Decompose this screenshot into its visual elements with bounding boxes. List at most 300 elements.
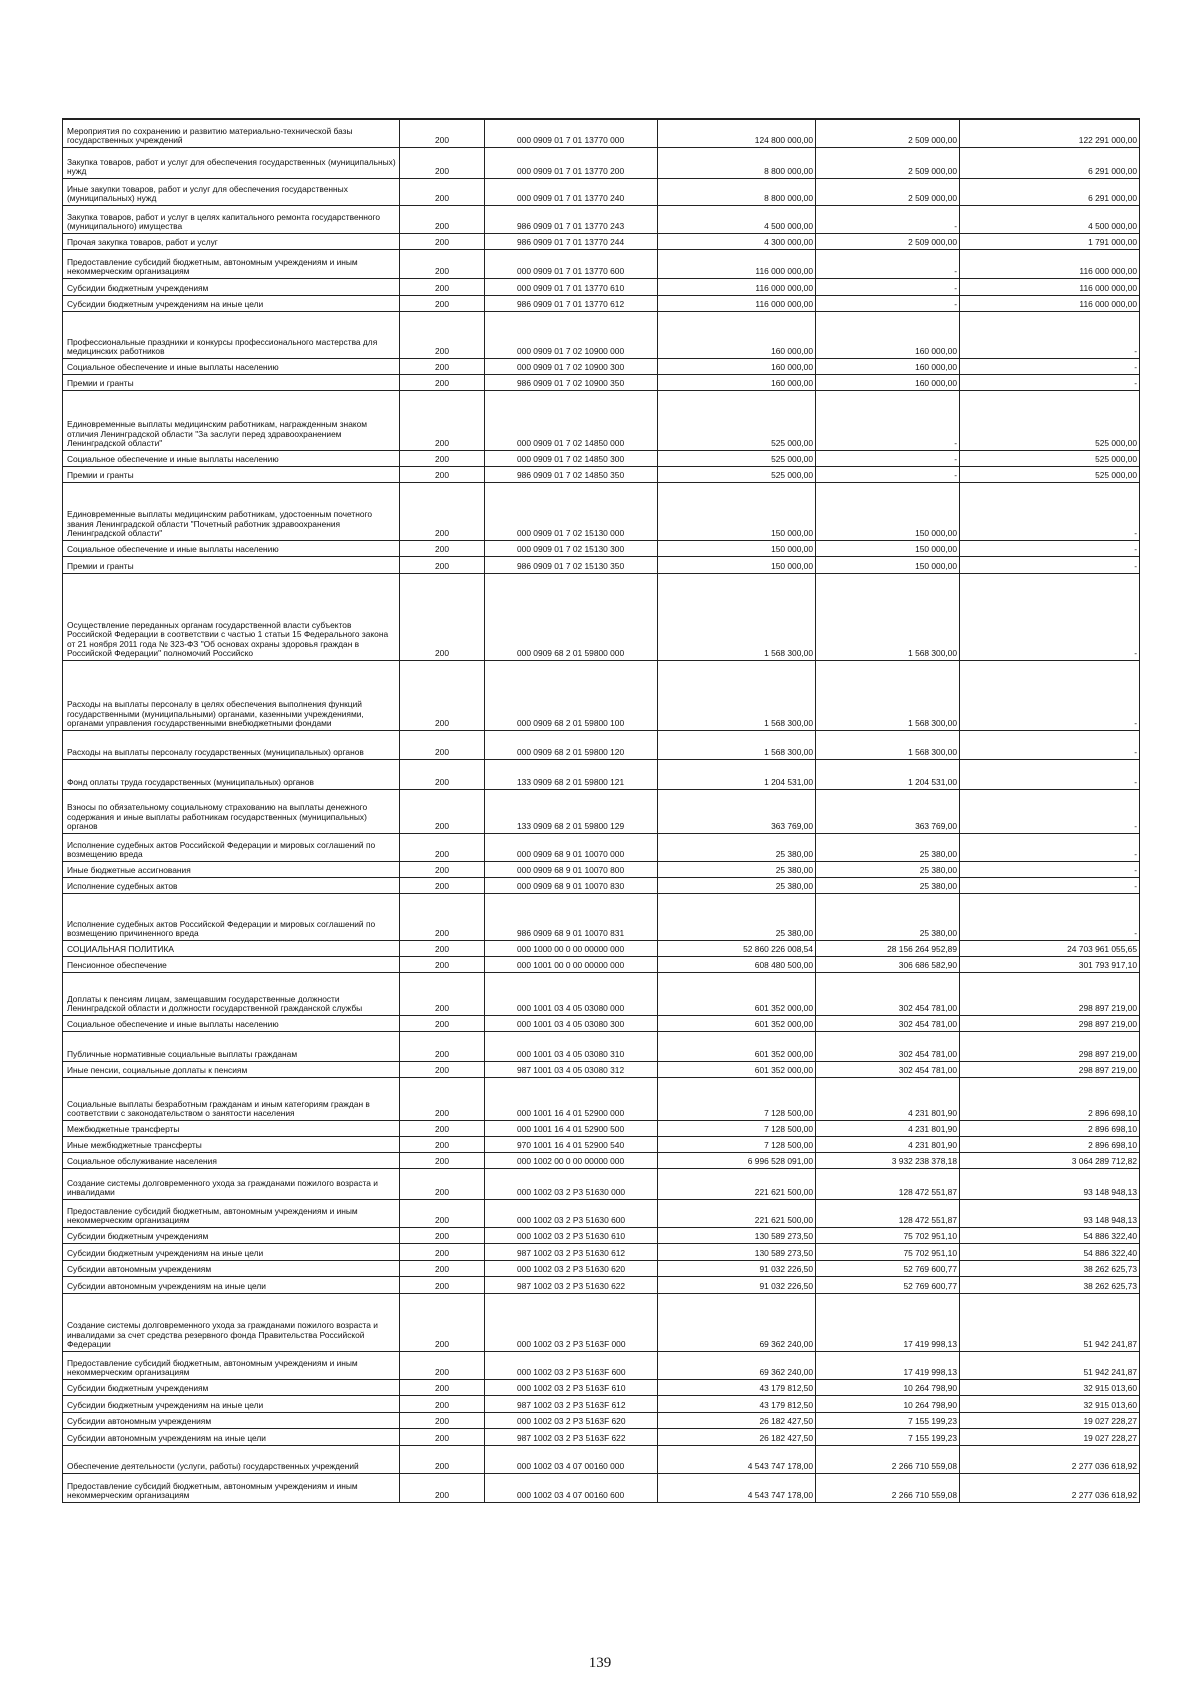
- cell-unexecuted-amount: 93 148 948,13: [960, 1199, 1140, 1227]
- cell-approved-amount: 1 568 300,00: [658, 730, 816, 759]
- cell-classification-code: 000 1002 03 4 07 00160 000: [485, 1445, 658, 1473]
- cell-line-code: 200: [400, 1293, 485, 1351]
- cell-approved-amount: 4 300 000,00: [658, 233, 816, 249]
- cell-approved-amount: 4 500 000,00: [658, 205, 816, 233]
- cell-unexecuted-amount: 298 897 219,00: [960, 1031, 1140, 1061]
- cell-executed-amount: 128 472 551,87: [816, 1199, 960, 1227]
- table-row: [63, 311, 1140, 358]
- cell-name: Социальное обслуживание населения: [63, 1152, 400, 1168]
- cell-unexecuted-amount: -: [960, 311, 1140, 358]
- cell-name: Единовременные выплаты медицинским работникам, награжденным знаком отличия Ленинградской области "За заслуги перед здравоохранением Ленинградской области": [63, 390, 400, 450]
- cell-line-code: 200: [400, 358, 485, 374]
- cell-line-code: 200: [400, 295, 485, 311]
- cell-name: Премии и гранты: [63, 466, 400, 482]
- cell-unexecuted-amount: 51 942 241,87: [960, 1351, 1140, 1379]
- cell-classification-code: 986 0909 68 9 01 10070 831: [485, 893, 658, 940]
- cell-line-code: 200: [400, 573, 485, 660]
- table-row: [63, 1445, 1140, 1473]
- table-row: [63, 1136, 1140, 1152]
- cell-line-code: 200: [400, 540, 485, 556]
- cell-approved-amount: 7 128 500,00: [658, 1136, 816, 1152]
- cell-name: Субсидии бюджетным учреждениям на иные цели: [63, 1395, 400, 1412]
- table-row: [63, 940, 1140, 956]
- table-row: [63, 278, 1140, 295]
- cell-approved-amount: 1 568 300,00: [658, 660, 816, 730]
- cell-name: Обеспечение деятельности (услуги, работы) государственных учреждений: [63, 1445, 400, 1473]
- cell-approved-amount: 91 032 226,50: [658, 1276, 816, 1293]
- cell-classification-code: 987 1002 03 2 P3 5163F 612: [485, 1395, 658, 1412]
- cell-approved-amount: 130 589 273,50: [658, 1243, 816, 1260]
- cell-executed-amount: 1 568 300,00: [816, 730, 960, 759]
- cell-name: Предоставление субсидий бюджетным, автономным учреждениям и иным некоммерческим организациям: [63, 249, 400, 278]
- table-row: [63, 1293, 1140, 1351]
- table-row: [63, 1351, 1140, 1379]
- cell-unexecuted-amount: 93 148 948,13: [960, 1168, 1140, 1199]
- cell-executed-amount: 3 932 238 378,18: [816, 1152, 960, 1168]
- cell-approved-amount: 25 380,00: [658, 861, 816, 877]
- cell-classification-code: 000 0909 01 7 01 13770 240: [485, 178, 658, 205]
- cell-approved-amount: 43 179 812,50: [658, 1379, 816, 1395]
- cell-executed-amount: 302 454 781,00: [816, 1061, 960, 1077]
- cell-classification-code: 986 0909 01 7 02 14850 350: [485, 466, 658, 482]
- table-row: [63, 1379, 1140, 1395]
- cell-executed-amount: 302 454 781,00: [816, 1031, 960, 1061]
- cell-approved-amount: 25 380,00: [658, 877, 816, 893]
- cell-unexecuted-amount: 19 027 228,27: [960, 1412, 1140, 1428]
- cell-line-code: 200: [400, 278, 485, 295]
- cell-approved-amount: 26 182 427,50: [658, 1428, 816, 1445]
- cell-line-code: 200: [400, 1136, 485, 1152]
- cell-line-code: 200: [400, 972, 485, 1015]
- cell-line-code: 200: [400, 833, 485, 861]
- cell-classification-code: 000 0909 01 7 01 13770 200: [485, 147, 658, 178]
- cell-classification-code: 133 0909 68 2 01 59800 121: [485, 759, 658, 789]
- cell-name: Субсидии бюджетным учреждениям: [63, 1227, 400, 1243]
- table-row: [63, 1227, 1140, 1243]
- cell-name: Фонд оплаты труда государственных (муниципальных) органов: [63, 759, 400, 789]
- cell-approved-amount: 221 621 500,00: [658, 1168, 816, 1199]
- table-row: [63, 1168, 1140, 1199]
- cell-unexecuted-amount: -: [960, 573, 1140, 660]
- cell-line-code: 200: [400, 1015, 485, 1031]
- cell-executed-amount: -: [816, 295, 960, 311]
- cell-name: СОЦИАЛЬНАЯ ПОЛИТИКА: [63, 940, 400, 956]
- table-row: [63, 759, 1140, 789]
- cell-line-code: 200: [400, 1243, 485, 1260]
- cell-name: Субсидии автономным учреждениям: [63, 1260, 400, 1276]
- cell-executed-amount: 150 000,00: [816, 556, 960, 573]
- table-row: [63, 861, 1140, 877]
- cell-executed-amount: -: [816, 390, 960, 450]
- cell-unexecuted-amount: -: [960, 482, 1140, 540]
- cell-classification-code: 000 1002 03 2 P3 5163F 600: [485, 1351, 658, 1379]
- table-row: [63, 972, 1140, 1015]
- cell-approved-amount: 601 352 000,00: [658, 972, 816, 1015]
- cell-unexecuted-amount: 38 262 625,73: [960, 1276, 1140, 1293]
- table-row: [63, 466, 1140, 482]
- cell-line-code: 200: [400, 861, 485, 877]
- cell-unexecuted-amount: 525 000,00: [960, 390, 1140, 450]
- cell-name: Субсидии автономным учреждениям на иные цели: [63, 1276, 400, 1293]
- cell-line-code: 200: [400, 390, 485, 450]
- cell-name: Расходы на выплаты персоналу государственных (муниципальных) органов: [63, 730, 400, 759]
- table-row: [63, 1015, 1140, 1031]
- cell-line-code: 200: [400, 1120, 485, 1136]
- cell-unexecuted-amount: 2 896 698,10: [960, 1136, 1140, 1152]
- cell-executed-amount: 1 204 531,00: [816, 759, 960, 789]
- cell-approved-amount: 69 362 240,00: [658, 1293, 816, 1351]
- cell-unexecuted-amount: 116 000 000,00: [960, 249, 1140, 278]
- cell-executed-amount: 1 568 300,00: [816, 573, 960, 660]
- cell-name: Иные закупки товаров, работ и услуг для обеспечения государственных (муниципальных) нужд: [63, 178, 400, 205]
- cell-line-code: 200: [400, 233, 485, 249]
- cell-classification-code: 000 1002 03 2 P3 5163F 000: [485, 1293, 658, 1351]
- table-row: [63, 556, 1140, 573]
- cell-approved-amount: 160 000,00: [658, 311, 816, 358]
- cell-unexecuted-amount: 122 291 000,00: [960, 119, 1140, 147]
- cell-classification-code: 133 0909 68 2 01 59800 129: [485, 789, 658, 833]
- cell-line-code: 200: [400, 759, 485, 789]
- cell-approved-amount: 69 362 240,00: [658, 1351, 816, 1379]
- cell-name: Осуществление переданных органам государственной власти субъектов Российской Федерации в соответствии с частью 1 статьи 15 Федерального закона от 21 ноября 2011 года № 323-ФЗ "Об основах охраны здоровья граждан в Российской Федерации" полномочий Российско: [63, 573, 400, 660]
- cell-approved-amount: 601 352 000,00: [658, 1031, 816, 1061]
- table-row: [63, 295, 1140, 311]
- cell-name: Премии и гранты: [63, 556, 400, 573]
- cell-unexecuted-amount: 54 886 322,40: [960, 1227, 1140, 1243]
- cell-unexecuted-amount: -: [960, 730, 1140, 759]
- cell-unexecuted-amount: 6 291 000,00: [960, 178, 1140, 205]
- cell-approved-amount: 150 000,00: [658, 482, 816, 540]
- cell-line-code: 200: [400, 1412, 485, 1428]
- table-row: [63, 233, 1140, 249]
- cell-unexecuted-amount: 301 793 917,10: [960, 956, 1140, 972]
- cell-executed-amount: 17 419 998,13: [816, 1351, 960, 1379]
- cell-classification-code: 000 0909 01 7 01 13770 610: [485, 278, 658, 295]
- cell-line-code: 200: [400, 1061, 485, 1077]
- cell-line-code: 200: [400, 556, 485, 573]
- cell-approved-amount: 43 179 812,50: [658, 1395, 816, 1412]
- table-row: [63, 249, 1140, 278]
- cell-line-code: 200: [400, 1152, 485, 1168]
- cell-approved-amount: 52 860 226 008,54: [658, 940, 816, 956]
- cell-line-code: 200: [400, 1031, 485, 1061]
- cell-executed-amount: 150 000,00: [816, 540, 960, 556]
- table-row: [63, 1152, 1140, 1168]
- budget-table-body: [63, 119, 1140, 1502]
- cell-line-code: 200: [400, 789, 485, 833]
- cell-name: Иные бюджетные ассигнования: [63, 861, 400, 877]
- cell-executed-amount: 160 000,00: [816, 358, 960, 374]
- cell-executed-amount: 10 264 798,90: [816, 1379, 960, 1395]
- cell-classification-code: 000 1002 03 2 P3 51630 000: [485, 1168, 658, 1199]
- cell-classification-code: 000 1002 03 2 P3 51630 600: [485, 1199, 658, 1227]
- cell-executed-amount: 25 380,00: [816, 893, 960, 940]
- cell-name: Доплаты к пенсиям лицам, замещавшим государственные должности Ленинградской области и должности государственной гражданской службы: [63, 972, 400, 1015]
- cell-unexecuted-amount: 54 886 322,40: [960, 1243, 1140, 1260]
- cell-unexecuted-amount: 6 291 000,00: [960, 147, 1140, 178]
- cell-executed-amount: 4 231 801,90: [816, 1136, 960, 1152]
- cell-classification-code: 000 1001 03 4 05 03080 300: [485, 1015, 658, 1031]
- cell-executed-amount: 25 380,00: [816, 877, 960, 893]
- cell-line-code: 200: [400, 147, 485, 178]
- table-row: [63, 1260, 1140, 1276]
- cell-name: Премии и гранты: [63, 374, 400, 390]
- cell-approved-amount: 1 204 531,00: [658, 759, 816, 789]
- cell-classification-code: 000 1002 03 2 P3 51630 620: [485, 1260, 658, 1276]
- cell-line-code: 200: [400, 1395, 485, 1412]
- cell-approved-amount: 124 800 000,00: [658, 119, 816, 147]
- cell-executed-amount: -: [816, 466, 960, 482]
- cell-name: Социальное обеспечение и иные выплаты населению: [63, 540, 400, 556]
- cell-line-code: 200: [400, 1445, 485, 1473]
- cell-approved-amount: 130 589 273,50: [658, 1227, 816, 1243]
- cell-classification-code: 000 0909 68 9 01 10070 000: [485, 833, 658, 861]
- cell-executed-amount: 25 380,00: [816, 861, 960, 877]
- cell-classification-code: 986 0909 01 7 01 13770 244: [485, 233, 658, 249]
- cell-approved-amount: 363 769,00: [658, 789, 816, 833]
- cell-classification-code: 000 1002 03 2 P3 5163F 610: [485, 1379, 658, 1395]
- cell-classification-code: 986 0909 01 7 02 15130 350: [485, 556, 658, 573]
- cell-unexecuted-amount: 525 000,00: [960, 450, 1140, 466]
- cell-line-code: 200: [400, 119, 485, 147]
- cell-executed-amount: 160 000,00: [816, 374, 960, 390]
- cell-line-code: 200: [400, 1077, 485, 1120]
- cell-executed-amount: 2 509 000,00: [816, 119, 960, 147]
- table-row: [63, 119, 1140, 147]
- cell-executed-amount: 363 769,00: [816, 789, 960, 833]
- cell-name: Субсидии бюджетным учреждениям на иные цели: [63, 295, 400, 311]
- cell-name: Исполнение судебных актов Российской Федерации и мировых соглашений по возмещению причиненного вреда: [63, 893, 400, 940]
- table-row: [63, 1473, 1140, 1502]
- cell-line-code: 200: [400, 450, 485, 466]
- cell-classification-code: 000 1001 03 4 05 03080 000: [485, 972, 658, 1015]
- table-row: [63, 374, 1140, 390]
- cell-executed-amount: 52 769 600,77: [816, 1260, 960, 1276]
- cell-name: Единовременные выплаты медицинским работникам, удостоенным почетного звания Ленинградской области "Почетный работник здравоохранения Ленинградской области": [63, 482, 400, 540]
- cell-classification-code: 000 0909 68 2 01 59800 100: [485, 660, 658, 730]
- cell-approved-amount: 25 380,00: [658, 893, 816, 940]
- cell-line-code: 200: [400, 1428, 485, 1445]
- cell-approved-amount: 601 352 000,00: [658, 1061, 816, 1077]
- cell-approved-amount: 160 000,00: [658, 358, 816, 374]
- cell-unexecuted-amount: -: [960, 759, 1140, 789]
- cell-classification-code: 000 1000 00 0 00 00000 000: [485, 940, 658, 956]
- cell-unexecuted-amount: 32 915 013,60: [960, 1395, 1140, 1412]
- cell-unexecuted-amount: 298 897 219,00: [960, 972, 1140, 1015]
- cell-classification-code: 000 1002 03 2 P3 51630 610: [485, 1227, 658, 1243]
- cell-name: Взносы по обязательному социальному страхованию на выплаты денежного содержания и иные выплаты работникам государственных (муниципальных) органов: [63, 789, 400, 833]
- table-row: [63, 1077, 1140, 1120]
- cell-approved-amount: 8 800 000,00: [658, 178, 816, 205]
- table-row: [63, 660, 1140, 730]
- cell-executed-amount: 160 000,00: [816, 311, 960, 358]
- cell-name: Предоставление субсидий бюджетным, автономным учреждениям и иным некоммерческим организациям: [63, 1199, 400, 1227]
- cell-executed-amount: 7 155 199,23: [816, 1428, 960, 1445]
- cell-unexecuted-amount: 19 027 228,27: [960, 1428, 1140, 1445]
- cell-classification-code: 000 1001 16 4 01 52900 000: [485, 1077, 658, 1120]
- page-number: 139: [588, 1655, 612, 1671]
- table-row: [63, 178, 1140, 205]
- cell-executed-amount: 2 509 000,00: [816, 233, 960, 249]
- cell-unexecuted-amount: -: [960, 556, 1140, 573]
- cell-executed-amount: 2 266 710 559,08: [816, 1473, 960, 1502]
- cell-unexecuted-amount: 3 064 289 712,82: [960, 1152, 1140, 1168]
- cell-classification-code: 000 0909 01 7 01 13770 000: [485, 119, 658, 147]
- cell-unexecuted-amount: 116 000 000,00: [960, 278, 1140, 295]
- table-row: [63, 956, 1140, 972]
- cell-executed-amount: 2 509 000,00: [816, 147, 960, 178]
- cell-approved-amount: 525 000,00: [658, 390, 816, 450]
- cell-unexecuted-amount: 32 915 013,60: [960, 1379, 1140, 1395]
- cell-executed-amount: 2 509 000,00: [816, 178, 960, 205]
- cell-executed-amount: 75 702 951,10: [816, 1243, 960, 1260]
- cell-classification-code: 987 1001 03 4 05 03080 312: [485, 1061, 658, 1077]
- cell-classification-code: 000 0909 01 7 02 10900 300: [485, 358, 658, 374]
- cell-executed-amount: 1 568 300,00: [816, 660, 960, 730]
- table-row: [63, 147, 1140, 178]
- cell-unexecuted-amount: 2 277 036 618,92: [960, 1445, 1140, 1473]
- table-row: [63, 1395, 1140, 1412]
- cell-name: Создание системы долговременного ухода за гражданами пожилого возраста и инвалидами: [63, 1168, 400, 1199]
- cell-classification-code: 986 0909 01 7 02 10900 350: [485, 374, 658, 390]
- cell-line-code: 200: [400, 178, 485, 205]
- cell-line-code: 200: [400, 660, 485, 730]
- table-row: [63, 730, 1140, 759]
- cell-classification-code: 000 1002 00 0 00 00000 000: [485, 1152, 658, 1168]
- cell-line-code: 200: [400, 1276, 485, 1293]
- cell-name: Субсидии автономным учреждениям: [63, 1412, 400, 1428]
- cell-name: Социальное обеспечение и иные выплаты населению: [63, 1015, 400, 1031]
- budget-table: [62, 118, 1140, 1503]
- cell-line-code: 200: [400, 249, 485, 278]
- cell-unexecuted-amount: 2 896 698,10: [960, 1120, 1140, 1136]
- cell-classification-code: 987 1002 03 2 P3 51630 622: [485, 1276, 658, 1293]
- cell-classification-code: 000 0909 01 7 01 13770 600: [485, 249, 658, 278]
- cell-unexecuted-amount: -: [960, 358, 1140, 374]
- cell-name: Предоставление субсидий бюджетным, автономным учреждениям и иным некоммерческим организациям: [63, 1473, 400, 1502]
- cell-classification-code: 000 1002 03 2 P3 5163F 620: [485, 1412, 658, 1428]
- cell-approved-amount: 7 128 500,00: [658, 1077, 816, 1120]
- cell-unexecuted-amount: 38 262 625,73: [960, 1260, 1140, 1276]
- cell-classification-code: 000 1001 03 4 05 03080 310: [485, 1031, 658, 1061]
- cell-classification-code: 000 0909 01 7 02 15130 300: [485, 540, 658, 556]
- cell-line-code: 200: [400, 1260, 485, 1276]
- table-row: [63, 789, 1140, 833]
- cell-unexecuted-amount: 4 500 000,00: [960, 205, 1140, 233]
- cell-name: Межбюджетные трансферты: [63, 1120, 400, 1136]
- cell-unexecuted-amount: -: [960, 374, 1140, 390]
- cell-executed-amount: -: [816, 249, 960, 278]
- cell-unexecuted-amount: -: [960, 540, 1140, 556]
- cell-executed-amount: 7 155 199,23: [816, 1412, 960, 1428]
- cell-line-code: 200: [400, 205, 485, 233]
- cell-approved-amount: 116 000 000,00: [658, 278, 816, 295]
- cell-line-code: 200: [400, 482, 485, 540]
- cell-name: Расходы на выплаты персоналу в целях обеспечения выполнения функций государственными (муниципальными) органами, казенными учреждениями, органами управления государственными внебюджетными фондами: [63, 660, 400, 730]
- cell-name: Субсидии бюджетным учреждениям на иные цели: [63, 1243, 400, 1260]
- cell-name: Прочая закупка товаров, работ и услуг: [63, 233, 400, 249]
- cell-executed-amount: 52 769 600,77: [816, 1276, 960, 1293]
- cell-name: Создание системы долговременного ухода за гражданами пожилого возраста и инвалидами за счет средства резервного фонда Правительства Российской Федерации: [63, 1293, 400, 1351]
- cell-executed-amount: 306 686 582,90: [816, 956, 960, 972]
- cell-unexecuted-amount: 298 897 219,00: [960, 1061, 1140, 1077]
- cell-classification-code: 000 0909 68 2 01 59800 120: [485, 730, 658, 759]
- table-row: [63, 390, 1140, 450]
- cell-unexecuted-amount: 2 896 698,10: [960, 1077, 1140, 1120]
- cell-classification-code: 000 0909 68 9 01 10070 800: [485, 861, 658, 877]
- table-row: [63, 573, 1140, 660]
- cell-executed-amount: 302 454 781,00: [816, 1015, 960, 1031]
- cell-line-code: 200: [400, 1351, 485, 1379]
- cell-unexecuted-amount: -: [960, 893, 1140, 940]
- cell-executed-amount: -: [816, 205, 960, 233]
- cell-name: Исполнение судебных актов: [63, 877, 400, 893]
- cell-name: Профессиональные праздники и конкурсы профессионального мастерства для медицинских работников: [63, 311, 400, 358]
- cell-approved-amount: 6 996 528 091,00: [658, 1152, 816, 1168]
- cell-line-code: 200: [400, 877, 485, 893]
- cell-classification-code: 000 0909 01 7 02 10900 000: [485, 311, 658, 358]
- cell-executed-amount: 4 231 801,90: [816, 1120, 960, 1136]
- cell-unexecuted-amount: 298 897 219,00: [960, 1015, 1140, 1031]
- cell-name: Социальные выплаты безработным гражданам и иным категориям граждан в соответствии с законодательством о занятости населения: [63, 1077, 400, 1120]
- cell-classification-code: 000 0909 01 7 02 14850 300: [485, 450, 658, 466]
- cell-approved-amount: 150 000,00: [658, 540, 816, 556]
- table-row: [63, 358, 1140, 374]
- table-row: [63, 1199, 1140, 1227]
- cell-approved-amount: 150 000,00: [658, 556, 816, 573]
- cell-approved-amount: 160 000,00: [658, 374, 816, 390]
- cell-line-code: 200: [400, 1379, 485, 1395]
- cell-unexecuted-amount: -: [960, 877, 1140, 893]
- cell-unexecuted-amount: -: [960, 789, 1140, 833]
- cell-name: Иные межбюджетные трансферты: [63, 1136, 400, 1152]
- table-row: [63, 1061, 1140, 1077]
- cell-unexecuted-amount: 1 791 000,00: [960, 233, 1140, 249]
- cell-name: Социальное обеспечение и иные выплаты населению: [63, 358, 400, 374]
- cell-executed-amount: 10 264 798,90: [816, 1395, 960, 1412]
- cell-line-code: 200: [400, 466, 485, 482]
- table-row: [63, 1120, 1140, 1136]
- cell-unexecuted-amount: -: [960, 833, 1140, 861]
- cell-line-code: 200: [400, 1168, 485, 1199]
- cell-line-code: 200: [400, 956, 485, 972]
- cell-classification-code: 000 0909 68 9 01 10070 830: [485, 877, 658, 893]
- cell-approved-amount: 26 182 427,50: [658, 1412, 816, 1428]
- cell-approved-amount: 116 000 000,00: [658, 295, 816, 311]
- cell-name: Субсидии бюджетным учреждениям: [63, 278, 400, 295]
- cell-line-code: 200: [400, 940, 485, 956]
- cell-approved-amount: 8 800 000,00: [658, 147, 816, 178]
- cell-classification-code: 000 1001 00 0 00 00000 000: [485, 956, 658, 972]
- cell-approved-amount: 116 000 000,00: [658, 249, 816, 278]
- cell-executed-amount: 302 454 781,00: [816, 972, 960, 1015]
- cell-approved-amount: 1 568 300,00: [658, 573, 816, 660]
- table-row: [63, 893, 1140, 940]
- cell-classification-code: 986 0909 01 7 01 13770 243: [485, 205, 658, 233]
- cell-classification-code: 970 1001 16 4 01 52900 540: [485, 1136, 658, 1152]
- cell-name: Закупка товаров, работ и услуг для обеспечения государственных (муниципальных) нужд: [63, 147, 400, 178]
- cell-name: Пенсионное обеспечение: [63, 956, 400, 972]
- cell-name: Субсидии автономным учреждениям на иные цели: [63, 1428, 400, 1445]
- cell-executed-amount: 4 231 801,90: [816, 1077, 960, 1120]
- cell-executed-amount: 75 702 951,10: [816, 1227, 960, 1243]
- cell-executed-amount: -: [816, 278, 960, 295]
- cell-unexecuted-amount: 2 277 036 618,92: [960, 1473, 1140, 1502]
- cell-unexecuted-amount: -: [960, 861, 1140, 877]
- table-row: [63, 1243, 1140, 1260]
- table-row: [63, 482, 1140, 540]
- cell-approved-amount: 4 543 747 178,00: [658, 1473, 816, 1502]
